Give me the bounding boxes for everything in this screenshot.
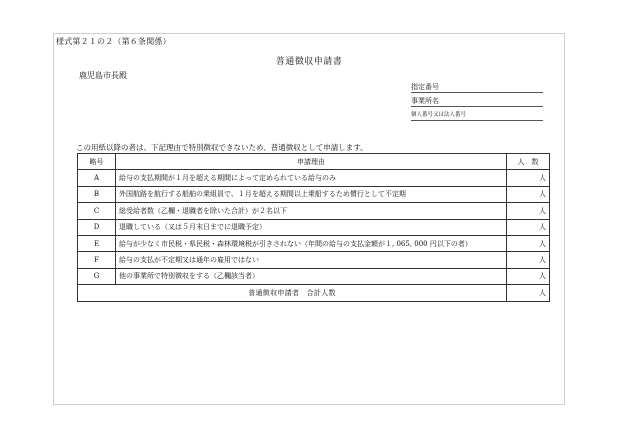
row-count-cell[interactable]: 人: [507, 252, 550, 268]
row-count-cell[interactable]: 人: [507, 268, 550, 284]
total-row: [78, 285, 550, 301]
table-row: [78, 235, 550, 251]
table-row: [78, 252, 550, 268]
row-count-cell[interactable]: 人: [507, 170, 550, 186]
row-reason: 給与の支払期間が１月を超える期間によって定められている給与のみ: [116, 170, 507, 186]
row-count-cell[interactable]: 人: [507, 186, 550, 202]
reasons-table: [77, 153, 550, 302]
table-row: [78, 219, 550, 235]
form-title: 普通徴収申請書: [275, 57, 343, 67]
header-count: 人 数: [507, 154, 550, 170]
form-number: 様式第２１の２（第６条関係）: [56, 37, 171, 46]
row-reason: 総受給者数（乙欄・退職者を除いた合計）が２名以下: [116, 203, 507, 219]
row-code: F: [78, 252, 116, 268]
row-code: B: [78, 186, 116, 202]
row-count-cell[interactable]: 人: [507, 219, 550, 235]
header-code: 略号: [78, 154, 116, 170]
total-count-cell[interactable]: 人: [507, 285, 550, 301]
individual-number-field[interactable]: 個人番号又は法人番号: [411, 110, 543, 121]
row-reason: 給与が少なく市民税・県民税・森林環境税が引きされない（年間の給与の支払金額が１, 065, 000 円以下の者）: [116, 235, 507, 251]
row-reason: 外国航路を航行する船舶の乗組員で、１月を超える期間以上乗船するため慣行として不定期: [116, 186, 507, 202]
row-code: G: [78, 268, 116, 284]
business-name-field[interactable]: 事業所名: [411, 96, 543, 107]
designation-number-field[interactable]: 指定番号: [411, 82, 543, 93]
intro-text: この用紙以降の者は、下記理由で特別徴収できないため、普通徴収として申請します。: [76, 143, 368, 152]
table-row: [78, 203, 550, 219]
table-header-row: [78, 154, 550, 170]
row-code: E: [78, 235, 116, 251]
table-row: [78, 186, 550, 202]
row-code: D: [78, 219, 116, 235]
row-code: C: [78, 203, 116, 219]
row-reason: 他の事業所で特別徴収をする（乙欄該当者）: [116, 268, 507, 284]
row-reason: 給与の支払が不定期又は通年の雇用ではない: [116, 252, 507, 268]
table-row: [78, 268, 550, 284]
row-code: A: [78, 170, 116, 186]
row-reason: 退職している（又は５月末日までに退職予定）: [116, 219, 507, 235]
form-sheet: [53, 33, 565, 405]
row-count-cell[interactable]: 人: [507, 235, 550, 251]
table-row: [78, 170, 550, 186]
row-count-cell[interactable]: 人: [507, 203, 550, 219]
addressee: 鹿児島市長殿: [79, 71, 127, 80]
header-reason: 申請理由: [116, 154, 507, 170]
total-label: 普通徴収申請者 合計人数: [78, 285, 507, 301]
